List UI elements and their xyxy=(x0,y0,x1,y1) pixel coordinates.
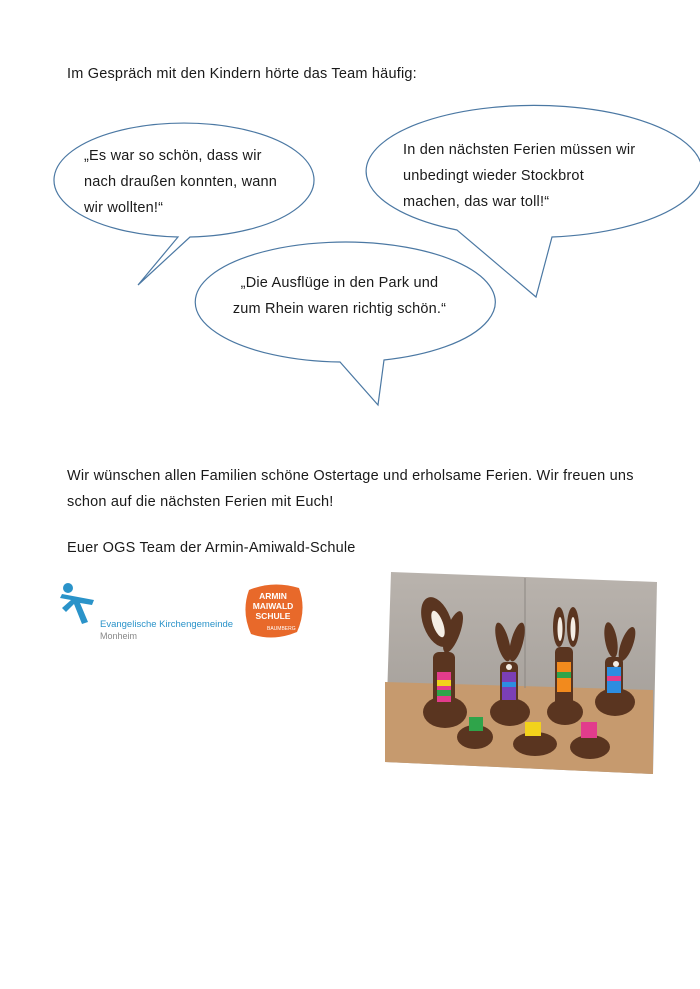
quote-2 xyxy=(403,137,653,215)
easter-bunny-crafts-photo xyxy=(385,572,657,774)
quote-1-line-1: „Es war so schön, dass wir xyxy=(84,148,262,164)
church-cross-icon xyxy=(58,582,98,624)
church-name: Evangelische Kirchengemeinde xyxy=(100,619,234,630)
quote-2-line-3: machen, das war toll!“ xyxy=(403,194,550,210)
quote-1-line-3: wir wollten!“ xyxy=(84,200,164,216)
quote-3 xyxy=(222,270,457,322)
school-logo-line-1: ARMIN xyxy=(259,591,287,601)
quote-2-line-1: In den nächsten Ferien müssen wir xyxy=(403,142,636,158)
church-logo xyxy=(58,582,233,642)
school-logo xyxy=(243,582,311,642)
intro-text: Im Gespräch mit den Kindern hörte das Team häufig: xyxy=(67,66,417,82)
quote-3-line-1: „Die Ausflüge in den Park und xyxy=(240,275,439,291)
signature: Euer OGS Team der Armin-Amiwald-Schule xyxy=(67,540,356,556)
quote-3-line-2: zum Rhein waren richtig schön.“ xyxy=(232,301,447,317)
church-place: Monheim xyxy=(100,631,138,641)
school-logo-line-3: SCHULE xyxy=(255,611,291,621)
quote-2-line-2: unbedingt wieder Stockbrot xyxy=(403,168,584,184)
school-logo-subtitle: BAUMBERG xyxy=(267,626,296,632)
quote-1 xyxy=(84,143,294,221)
school-logo-text xyxy=(243,591,303,621)
school-logo-line-2: MAIWALD xyxy=(252,601,294,611)
wish-text: Wir wünschen allen Familien schöne Ostertage und erholsame Ferien. Wir freuen uns schon auf die nächsten Ferien mit Euch! xyxy=(67,468,634,510)
quote-1-line-2: nach draußen konnten, wann xyxy=(84,174,278,190)
speech-bubble-3 xyxy=(195,242,495,405)
